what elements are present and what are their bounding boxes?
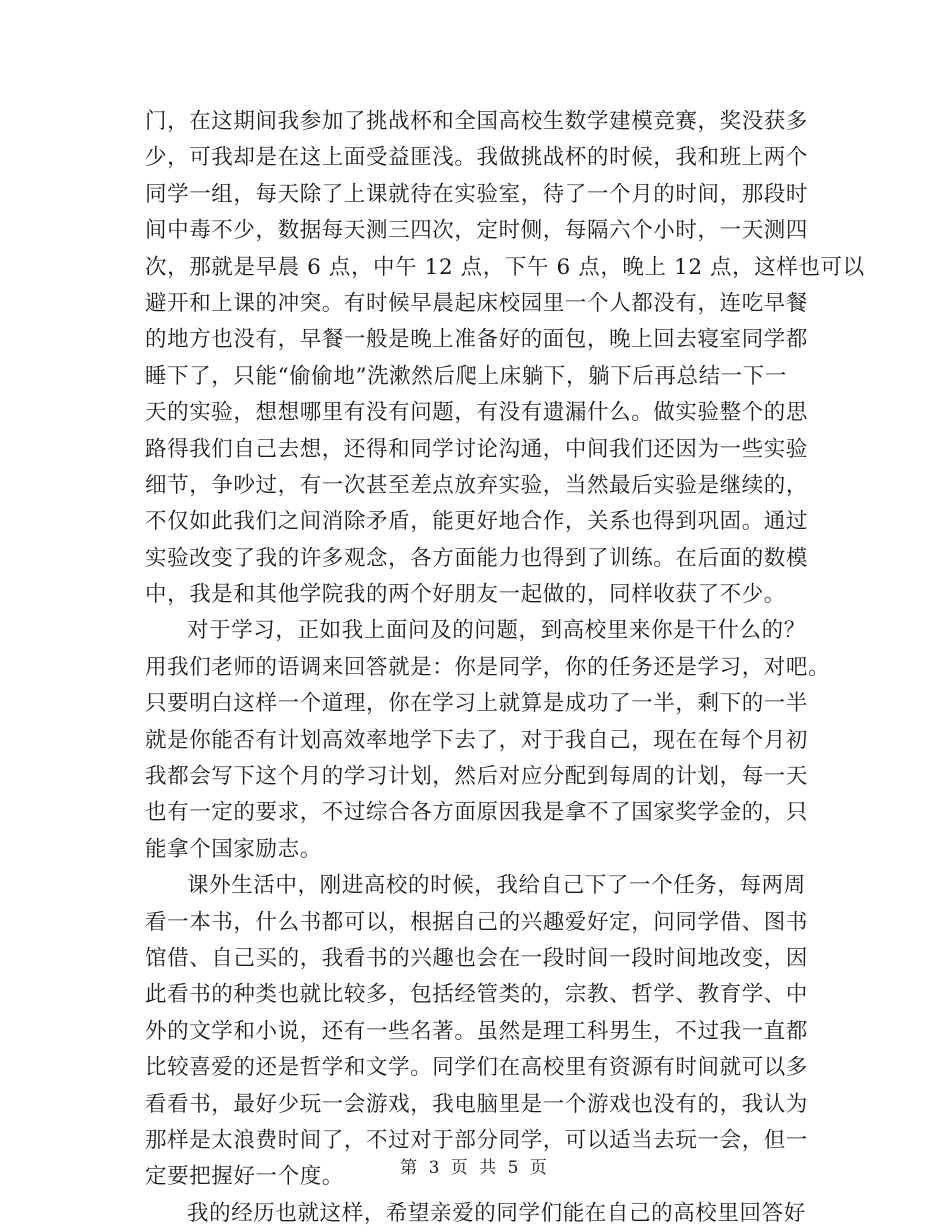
text-line: 外的文学和小说，还有一些名著。虽然是理工科男生，不过我一直都 xyxy=(145,1018,809,1044)
page-number-footer: 第 3 页 共 5 页 xyxy=(400,1158,550,1178)
text-line: 避开和上课的冲突。有时候早晨起床校园里一个人都没有，连吃早餐 xyxy=(145,290,809,316)
text-line: 那样是太浪费时间了，不过对于部分同学，可以适当去玩一会，但一 xyxy=(145,1127,809,1153)
text-line: 细节，争吵过，有一次甚至差点放弃实验，当然最后实验是继续的， xyxy=(145,472,809,498)
text-line: 实验改变了我的许多观念，各方面能力也得到了训练。在后面的数模 xyxy=(145,545,809,571)
text-line: 中，我是和其他学院我的两个好朋友一起做的，同样收获了不少。 xyxy=(145,582,786,608)
paragraph-extracurricular xyxy=(145,868,809,1196)
text-line: 对于学习，正如我上面问及的问题，到高校里来你是干什么的？ xyxy=(187,618,806,644)
text-line: 课外生活中，刚进高校的时候，我给自己下了一个任务，每两周 xyxy=(187,873,806,899)
text-line: 就是你能否有计划高效率地学下去了，对于我自己，现在在每个月初 xyxy=(145,727,809,753)
text-line: 门，在这期间我参加了挑战杯和全国高校生数学建模竞赛，奖没获多 xyxy=(145,109,809,134)
document-body xyxy=(145,104,865,1232)
text-line: 睡下了，只能“偷偷地”洗漱然后爬上床躺下，躺下后再总结一下一 xyxy=(145,363,787,389)
text-line: 天的实验，想想哪里有没有问题，有没有遗漏什么。做实验整个的思 xyxy=(145,400,809,426)
text-line: 馆借、自己买的，我看书的兴趣也会在一段时间一段时间地改变，因 xyxy=(145,945,809,971)
text-line: 定要把握好一个度。 xyxy=(145,1164,344,1190)
text-line: 此看书的种类也就比较多，包括经管类的，宗教、哲学、教育学、中 xyxy=(145,982,809,1008)
text-line: 我的经历也就这样，希望亲爱的同学们能在自己的高校里回答好 xyxy=(187,1200,806,1226)
text-line: 的地方也没有，早餐一般是晚上准备好的面包，晚上回去寝室同学都 xyxy=(145,327,809,353)
text-line: 同学一组，每天除了上课就待在实验室，待了一个月的时间，那段时 xyxy=(145,181,809,207)
text-line: 次，那就是早晨 6 点，中午 12 点，下午 6 点，晚上 12 点，这样也可以 xyxy=(145,254,865,280)
text-line: 不仅如此我们之间消除矛盾，能更好地合作，关系也得到巩固。通过 xyxy=(145,509,809,535)
paragraph-closing xyxy=(145,1196,805,1232)
paragraph-study xyxy=(145,613,831,868)
text-line: 比较喜爱的还是哲学和文学。同学们在高校里有资源有时间就可以多 xyxy=(145,1055,809,1081)
text-line: 少，可我却是在这上面受益匪浅。我做挑战杯的时候，我和班上两个 xyxy=(145,145,809,171)
text-line: 我都会写下这个月的学习计划，然后对应分配到每周的计划，每一天 xyxy=(145,764,809,790)
text-line: 看一本书，什么书都可以，根据自己的兴趣爱好定，问同学借、图书 xyxy=(145,909,809,935)
text-line: 也有一定的要求，不过综合各方面原因我是拿不了国家奖学金的，只 xyxy=(145,800,809,826)
text-line: 能拿个国家励志。 xyxy=(145,836,322,862)
text-line: 只要明白这样一个道理，你在学习上就算是成功了一半，剩下的一半 xyxy=(145,691,809,717)
text-line: 用我们老师的语调来回答就是：你是同学，你的任务还是学习，对吧。 xyxy=(145,654,831,680)
paragraph-experiment xyxy=(145,104,865,613)
text-line: 路得我们自己去想，还得和同学讨论沟通，中间我们还因为一些实验 xyxy=(145,436,809,462)
text-line: 间中毒不少，数据每天测三四次，定时侧，每隔六个小时，一天测四 xyxy=(145,218,809,244)
text-line: 看看书，最好少玩一会游戏，我电脑里是一个游戏也没有的，我认为 xyxy=(145,1091,809,1117)
